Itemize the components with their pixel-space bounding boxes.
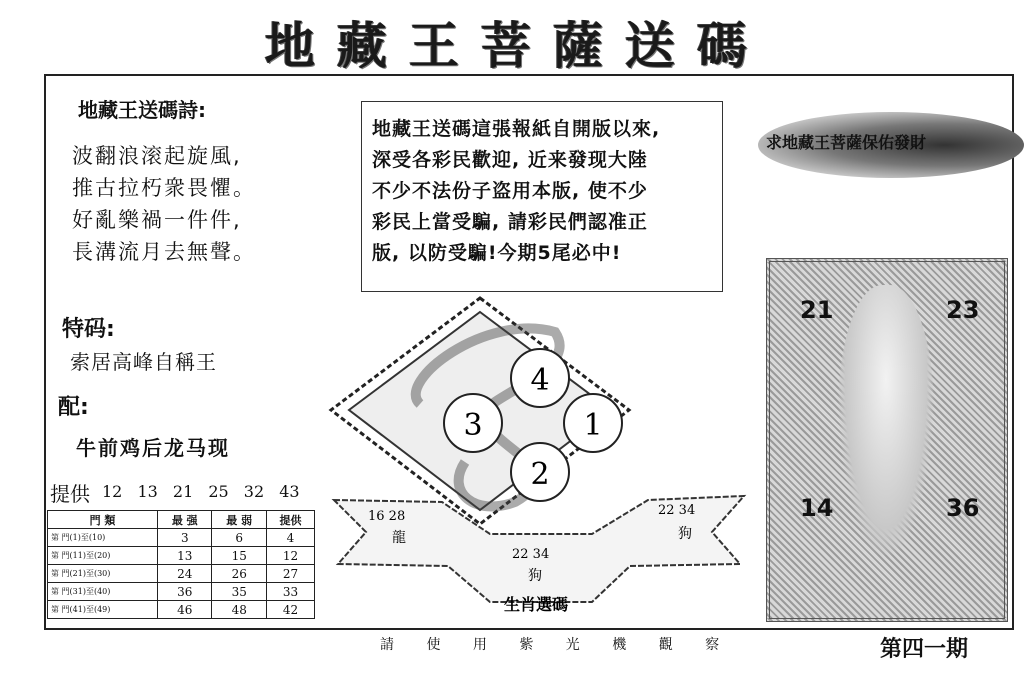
weak-cell: 26 [212, 565, 266, 583]
table-row [48, 547, 315, 565]
notice-line: 版, 以防受騙!今期5尾必中! [372, 242, 622, 264]
door-table [47, 510, 315, 619]
provide-cell: 33 [266, 583, 314, 601]
strong-cell: 46 [158, 601, 212, 619]
buddha-number: 36 [946, 494, 980, 522]
strong-cell: 36 [158, 583, 212, 601]
poem-line: 長溝流月去無聲。 [72, 240, 256, 264]
ribbon-center-animal: 狗 [528, 568, 542, 584]
circle-number: 1 [583, 408, 603, 443]
ribbon-right-animal: 狗 [678, 526, 692, 542]
buddha-figure [838, 285, 934, 555]
provide-cell: 4 [266, 529, 314, 547]
zodiac-ribbon [330, 490, 748, 622]
number-circle [444, 394, 502, 452]
buddha-number: 14 [800, 494, 834, 522]
strong-cell: 13 [158, 547, 212, 565]
door-cell: 第 門(41)至(49) [48, 601, 158, 619]
footer-instruction: 請 使 用 紫 光 機 觀 察 [380, 637, 720, 653]
notice-line: 彩民上當受騙, 請彩民們認准正 [372, 211, 648, 233]
door-cell: 第 門(1)至(10) [48, 529, 158, 547]
poem-line: 推古拉朽衆畏懼。 [72, 176, 256, 200]
provide-cell: 27 [266, 565, 314, 583]
ribbon-left-numbers: 16 28 [368, 509, 406, 524]
ribbon-center-numbers: 22 34 [512, 547, 550, 562]
notice-line: 不少不法份子盗用本版, 使不少 [372, 180, 648, 202]
column-header: 門 類 [48, 511, 158, 529]
oval-banner-text: 求地藏王菩薩保佑發財 [766, 133, 927, 152]
tema-label: 特码: [62, 317, 115, 342]
page-title: 地藏王菩薩送碼 [265, 16, 769, 75]
weak-cell: 35 [212, 583, 266, 601]
poem-line: 波翻浪滚起旋風, [72, 144, 242, 168]
weak-cell: 6 [212, 529, 266, 547]
provide-cell: 42 [266, 601, 314, 619]
poem-title: 地藏王送碼詩: [78, 98, 206, 122]
notice-line: 地藏王送碼這張報紙自開版以來, [372, 118, 661, 140]
ribbon-left-animal: 龍 [392, 530, 406, 546]
table-header-row [48, 511, 315, 529]
buddha-number: 21 [800, 296, 834, 324]
circle-number: 2 [530, 457, 550, 492]
poem-line: 好亂樂禍一件件, [72, 208, 242, 232]
door-cell: 第 門(21)至(30) [48, 565, 158, 583]
column-header: 最 弱 [212, 511, 266, 529]
provide-label: 提供 [50, 482, 90, 506]
circle-number: 3 [463, 408, 483, 443]
notice-line: 深受各彩民歡迎, 近来發现大陸 [372, 149, 648, 171]
weak-cell: 15 [212, 547, 266, 565]
circle-number: 4 [530, 363, 550, 398]
strong-cell: 24 [158, 565, 212, 583]
number-circle [564, 394, 622, 452]
column-header: 提供 [266, 511, 314, 529]
issue-period: 第四一期 [880, 636, 969, 662]
column-header: 最 强 [158, 511, 212, 529]
provide-numbers: 12 13 21 25 32 43 [102, 482, 300, 501]
pei-label: 配: [58, 395, 89, 420]
door-cell: 第 門(11)至(20) [48, 547, 158, 565]
table-row [48, 583, 315, 601]
door-cell: 第 門(31)至(40) [48, 583, 158, 601]
buddha-number: 23 [946, 296, 980, 324]
number-circle [511, 349, 569, 407]
table-row [48, 565, 315, 583]
table-row [48, 529, 315, 547]
notice-box [361, 101, 723, 292]
tema-text: 索居高峰自稱王 [70, 350, 217, 374]
weak-cell: 48 [212, 601, 266, 619]
provide-cell: 12 [266, 547, 314, 565]
table-row [48, 601, 315, 619]
ribbon-title: 生肖選碼 [504, 595, 569, 614]
pei-text: 牛前鸡后龙马现 [76, 436, 230, 460]
ribbon-right-numbers: 22 34 [658, 503, 696, 518]
strong-cell: 3 [158, 529, 212, 547]
